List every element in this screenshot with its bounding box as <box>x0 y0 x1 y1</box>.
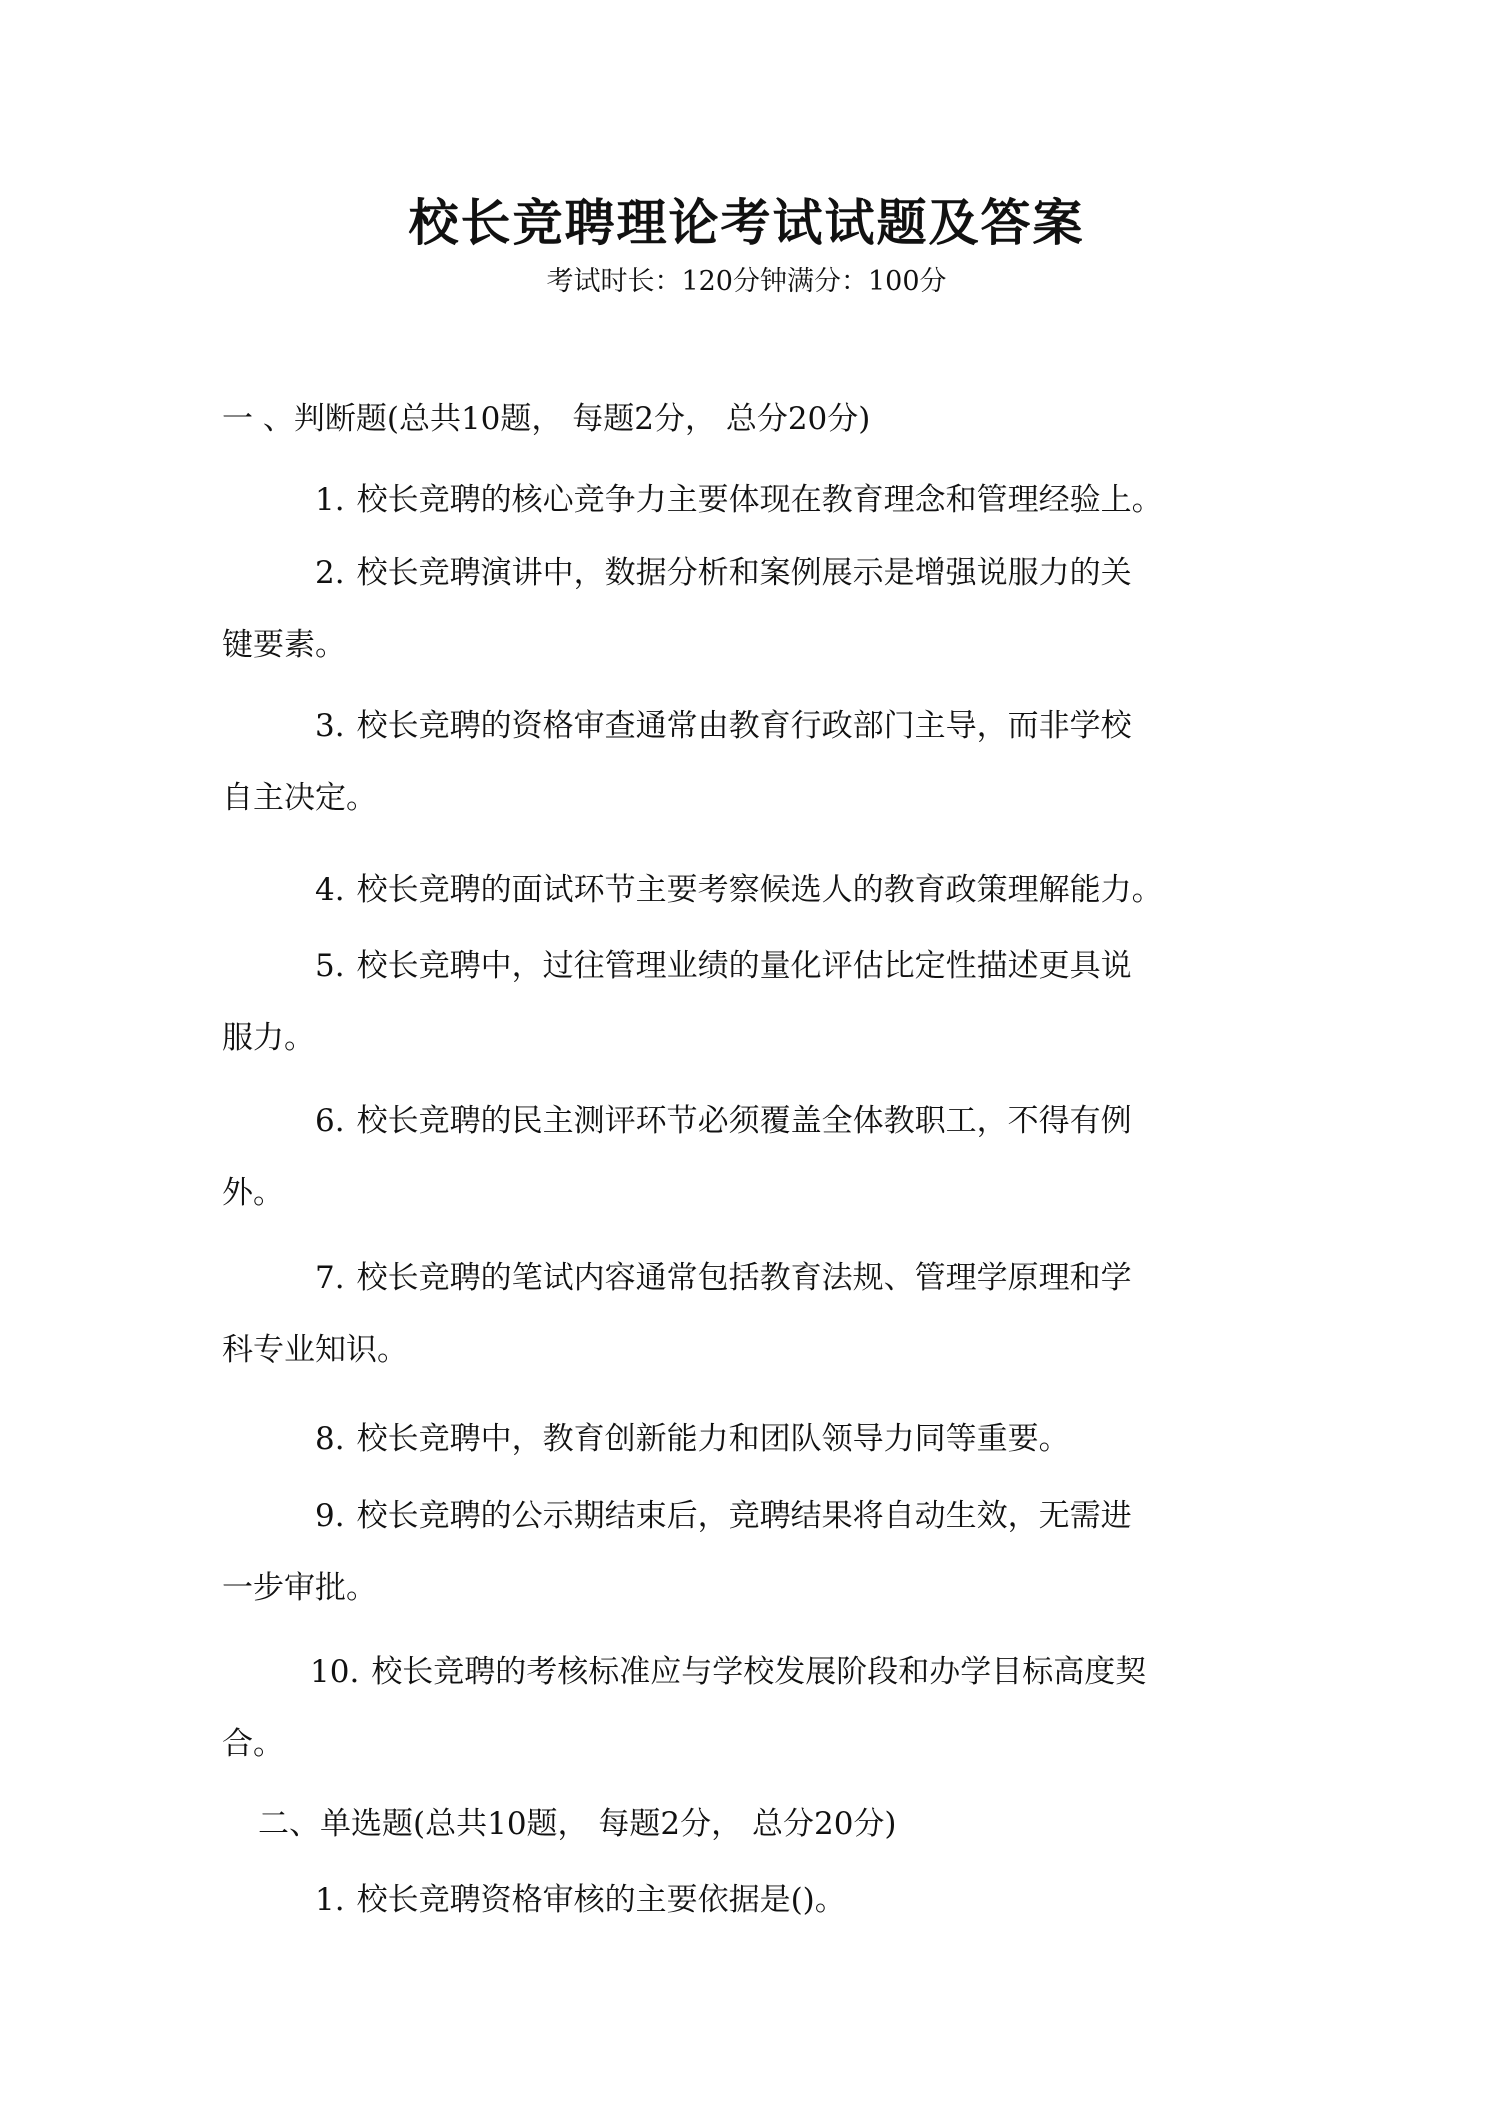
section-heading-single-choice: 二、单选题(总共10题， 每题2分， 总分20分) <box>258 1806 897 1842</box>
exam-info: 考试时长：120分钟满分：100分 <box>546 266 947 297</box>
question-item <box>222 850 1272 930</box>
question-text-continued: 自主决定。 <box>222 780 377 816</box>
question-text: 校长竞聘的核心竞争力主要体现在教育理念和管理经验上。 <box>356 482 1163 518</box>
question-text-continued: 合。 <box>222 1726 284 1762</box>
question-number: 1. <box>315 1882 345 1918</box>
question-item <box>222 1636 1272 1780</box>
page-title: 校长竞聘理论考试试题及答案 <box>408 194 1085 252</box>
question-number: 10. <box>310 1654 360 1690</box>
question-number: 9. <box>315 1498 345 1534</box>
question-text: 校长竞聘的公示期结束后，竞聘结果将自动生效，无需进 <box>356 1498 1132 1534</box>
question-number: 8. <box>315 1421 345 1457</box>
question-item <box>222 537 1272 681</box>
question-text: 校长竞聘的笔试内容通常包括教育法规、管理学原理和学 <box>356 1260 1132 1296</box>
question-text: 校长竞聘的资格审查通常由教育行政部门主导，而非学校 <box>356 708 1132 744</box>
question-number: 4. <box>315 872 345 908</box>
question-text-continued: 外。 <box>222 1175 284 1211</box>
question-item <box>222 460 1272 540</box>
question-text: 校长竞聘中，过往管理业绩的量化评估比定性描述更具说 <box>356 948 1132 984</box>
question-item <box>222 1242 1272 1386</box>
question-number: 6. <box>315 1103 345 1139</box>
question-item <box>222 1860 1272 1940</box>
question-text: 校长竞聘的考核标准应与学校发展阶段和办学目标高度契 <box>371 1654 1147 1690</box>
question-item <box>222 1399 1272 1479</box>
question-number: 7. <box>315 1260 345 1296</box>
question-text: 校长竞聘资格审核的主要依据是()。 <box>356 1882 846 1918</box>
question-item <box>222 1085 1272 1229</box>
question-text: 校长竞聘的面试环节主要考察候选人的教育政策理解能力。 <box>356 872 1163 908</box>
question-text: 校长竞聘中，教育创新能力和团队领导力同等重要。 <box>356 1421 1070 1457</box>
question-item <box>222 690 1272 834</box>
question-item <box>222 1480 1272 1624</box>
question-text-continued: 键要素。 <box>222 627 346 663</box>
question-text: 校长竞聘演讲中，数据分析和案例展示是增强说服力的关 <box>356 555 1132 591</box>
question-text-continued: 科专业知识。 <box>222 1332 408 1368</box>
section-heading-true-false: 一 、判断题(总共10题， 每题2分， 总分20分) <box>222 401 871 437</box>
question-number: 1. <box>315 482 345 518</box>
question-number: 2. <box>315 555 345 591</box>
question-text-continued: 一步审批。 <box>222 1570 377 1606</box>
question-text-continued: 服力。 <box>222 1020 315 1056</box>
question-text: 校长竞聘的民主测评环节必须覆盖全体教职工，不得有例 <box>356 1103 1132 1139</box>
question-item <box>222 930 1272 1074</box>
question-number: 5. <box>315 948 345 984</box>
question-number: 3. <box>315 708 345 744</box>
